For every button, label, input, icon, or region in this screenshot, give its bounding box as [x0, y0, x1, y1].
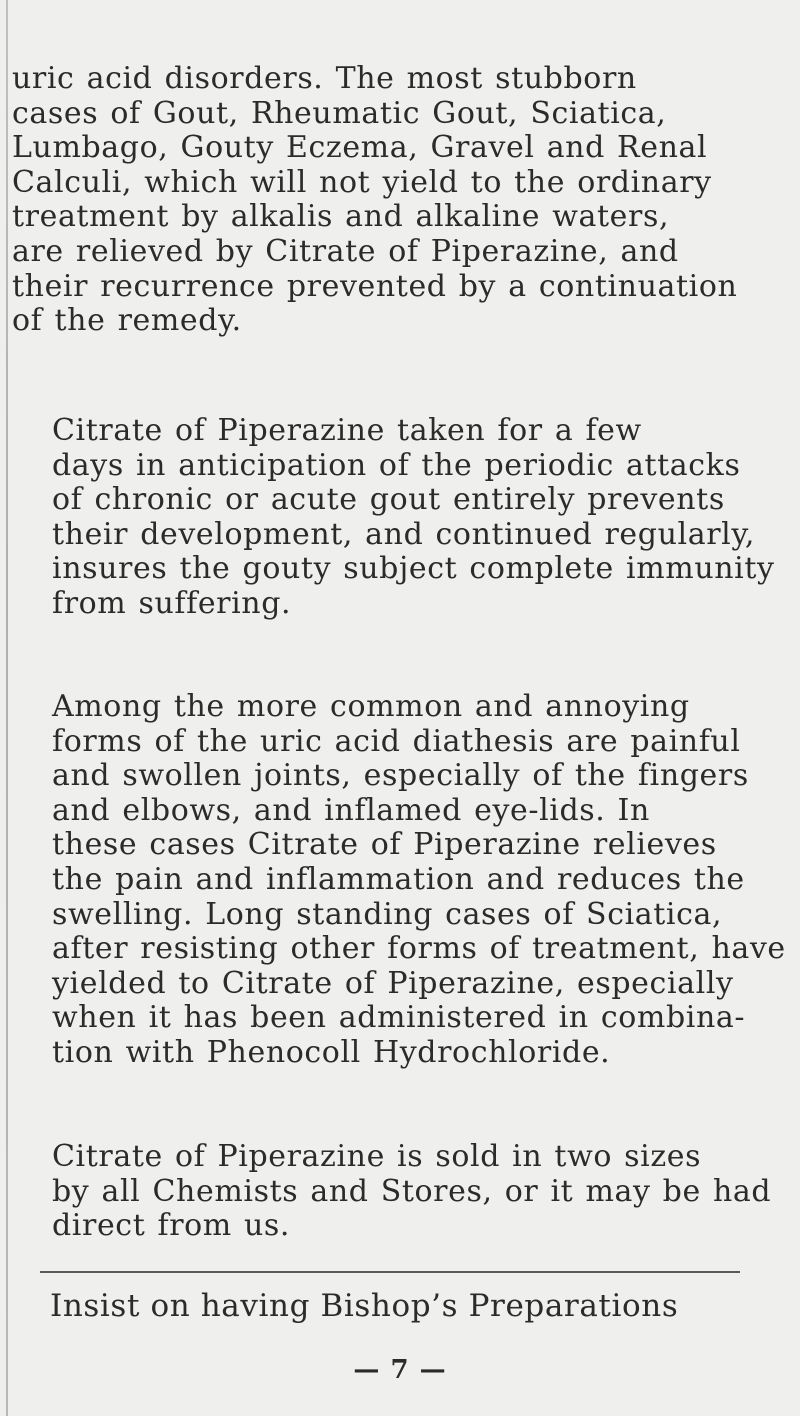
text-line: Lumbago, Gouty Eczema, Gravel and Renal — [12, 130, 708, 166]
text-line: swelling. Long standing cases of Sciatica, — [52, 896, 723, 932]
text-line: Citrate of Piperazine is sold in two sizes — [52, 1139, 702, 1174]
tagline: Insist on having Bishop’s Preparations — [50, 1288, 679, 1324]
page-edge-shadow — [6, 0, 8, 1416]
text-line: cases of Gout, Rheumatic Gout, Sciatica, — [12, 95, 667, 131]
text-line: tion with Phenocoll Hydrochloride. — [52, 1034, 611, 1070]
divider-rule — [40, 1271, 740, 1273]
text-line: Calculi, which will not yield to the ordinary — [12, 164, 712, 200]
text-line: when it has been administered in combina- — [52, 1000, 746, 1036]
text-line: from suffering. — [52, 585, 292, 621]
text-line: of the remedy. — [12, 303, 242, 339]
text-line: these cases Citrate of Piperazine relieves — [52, 827, 717, 863]
paragraph-common-forms — [12, 689, 786, 1071]
text-line: the pain and inflammation and reduces the — [52, 861, 745, 897]
text-line: Among the more common and annoying — [52, 689, 690, 724]
page-number: — 7 — — [353, 1355, 447, 1385]
text-line: treatment by alkalis and alkaline waters, — [12, 199, 670, 235]
text-line: after resisting other forms of treatment, have — [52, 931, 786, 967]
text-line: uric acid disorders. The most stubborn — [12, 61, 637, 96]
text-line: are relieved by Citrate of Piperazine, and — [12, 233, 679, 269]
text-line: Citrate of Piperazine taken for a few — [52, 413, 642, 448]
text-line: yielded to Citrate of Piperazine, especially — [52, 965, 734, 1001]
paragraph-gout-prevention — [12, 413, 775, 622]
text-line: of chronic or acute gout entirely prevents — [52, 482, 725, 518]
text-line: days in anticipation of the periodic attacks — [52, 447, 741, 483]
text-line: and elbows, and inflamed eye-lids. In — [52, 792, 650, 828]
paragraph-availability — [12, 1139, 772, 1244]
text-line: their development, and continued regularly, — [52, 516, 756, 552]
text-line: and swollen joints, especially of the fingers — [52, 758, 749, 794]
text-line: their recurrence prevented by a continuation — [12, 268, 738, 304]
text-line: forms of the uric acid diathesis are painful — [52, 723, 741, 759]
text-line: direct from us. — [52, 1208, 291, 1244]
text-line: insures the gouty subject complete immunity — [52, 551, 775, 587]
text-line: by all Chemists and Stores, or it may be had — [52, 1173, 772, 1209]
paragraph-uric-acid-disorders — [12, 62, 742, 339]
